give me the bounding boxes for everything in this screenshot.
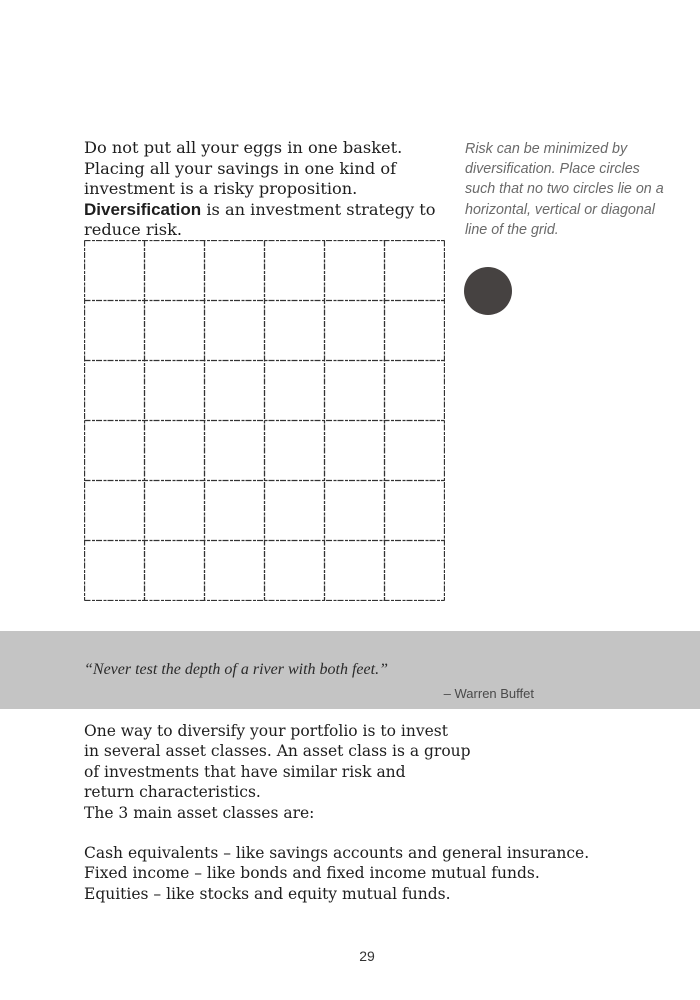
grid-cell[interactable] <box>265 361 325 421</box>
intro-tail: is an investment strategy to reduce risk. <box>84 199 436 239</box>
body-line: One way to diversify your portfolio is to invest <box>84 722 448 740</box>
quote-author: – Warren Buffet <box>443 686 534 701</box>
grid-cell[interactable] <box>265 481 325 541</box>
quote-band <box>0 631 700 709</box>
grid-cell[interactable] <box>205 421 265 481</box>
grid-cell[interactable] <box>85 241 145 301</box>
asset-class-cash: Cash equivalents – like savings accounts and general insurance. <box>84 844 590 863</box>
asset-class-fixed-income: Fixed income – like bonds and fixed income mutual funds. <box>84 864 540 883</box>
grid-cell[interactable] <box>265 241 325 301</box>
grid-cell[interactable] <box>265 541 325 601</box>
grid-cell[interactable] <box>145 361 205 421</box>
grid-cell[interactable] <box>145 481 205 541</box>
asset-class-equities: Equities – like stocks and equity mutual funds. <box>84 884 451 903</box>
page-number: 29 <box>359 948 375 964</box>
grid-cell[interactable] <box>145 541 205 601</box>
grid-cell[interactable] <box>205 481 265 541</box>
grid-cell[interactable] <box>205 301 265 361</box>
grid-cell[interactable] <box>85 481 145 541</box>
body-line: of investments that have similar risk and <box>84 762 406 781</box>
grid-cell[interactable] <box>85 361 145 421</box>
paragraph-gap <box>84 823 664 843</box>
grid-cell[interactable] <box>205 241 265 301</box>
grid-cell[interactable] <box>145 301 205 361</box>
grid-cell[interactable] <box>325 421 385 481</box>
body-line: The 3 main asset classes are: <box>84 803 315 822</box>
grid-cell[interactable] <box>325 481 385 541</box>
grid-cell[interactable] <box>385 421 445 481</box>
grid-cell[interactable] <box>205 361 265 421</box>
grid-cell[interactable] <box>325 241 385 301</box>
sample-circle <box>464 267 512 315</box>
grid-cell[interactable] <box>385 301 445 361</box>
puzzle-grid[interactable] <box>84 240 445 601</box>
body-line: return characteristics. <box>84 783 261 802</box>
grid-cell[interactable] <box>145 241 205 301</box>
body-line: in several asset classes. An asset class is a group <box>84 742 471 761</box>
grid-cell[interactable] <box>385 361 445 421</box>
grid-cell[interactable] <box>145 421 205 481</box>
body-text <box>84 721 664 904</box>
grid-cell[interactable] <box>385 541 445 601</box>
side-note: Risk can be minimized by diversification. Place circles such that no two circles lie on a horizontal, vertical or diagonal line of the grid. <box>465 141 664 238</box>
intro-paragraph <box>84 138 456 241</box>
diversification-keyword: Diversification <box>84 199 202 219</box>
grid-cell[interactable] <box>325 301 385 361</box>
grid-cell[interactable] <box>265 421 325 481</box>
grid-cell[interactable] <box>385 241 445 301</box>
grid-cell[interactable] <box>205 541 265 601</box>
quote-text: “Never test the depth of a river with both feet.” <box>84 661 388 678</box>
grid-cell[interactable] <box>325 541 385 601</box>
grid-cell[interactable] <box>265 301 325 361</box>
grid-cell[interactable] <box>385 481 445 541</box>
grid-cell[interactable] <box>85 541 145 601</box>
intro-lead: Do not put all your eggs in one basket. Placing all your savings in one kind of investment is a risky proposition. <box>84 138 403 198</box>
grid-cell[interactable] <box>85 301 145 361</box>
grid-cell[interactable] <box>85 421 145 481</box>
grid-cell[interactable] <box>325 361 385 421</box>
